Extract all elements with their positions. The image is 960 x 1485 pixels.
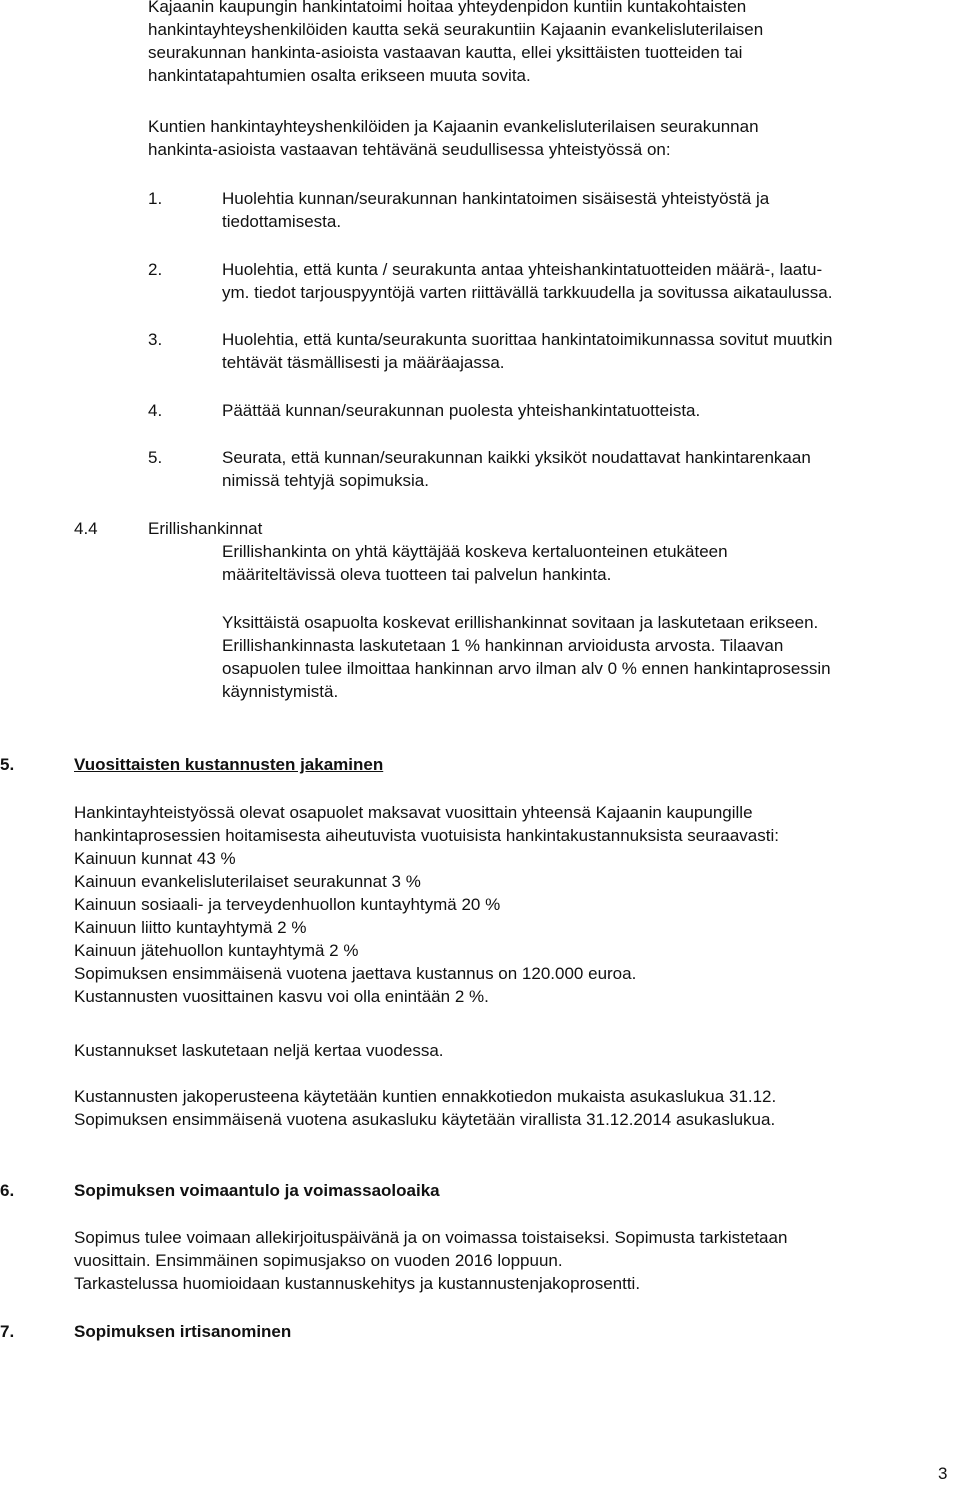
duty-text: nimissä tehtyjä sopimuksia. bbox=[222, 471, 429, 490]
duty-item-1 bbox=[148, 187, 948, 233]
section-6-body bbox=[74, 1226, 787, 1295]
duty-text: ym. tiedot tarjouspyyntöjä varten riittävällä tarkkuudella ja sovitussa aikataulussa. bbox=[222, 283, 833, 302]
paragraph-line: Yksittäistä osapuolta koskevat erillishankinnat sovitaan ja laskutetaan erikseen. bbox=[222, 613, 819, 632]
paragraph-line: Kainuun jätehuollon kuntayhtymä 2 % bbox=[74, 941, 359, 960]
paragraph-line: hankintaprosessien hoitamisesta aiheutuvista vuotuisista hankintakustannuksista seuraavasti: bbox=[74, 826, 779, 845]
section-4-4-para2 bbox=[222, 611, 831, 703]
section-5-body bbox=[74, 801, 779, 1008]
section-7-number: 7. bbox=[0, 1322, 15, 1341]
duty-number: 2. bbox=[148, 260, 163, 279]
paragraph-line: Kainuun sosiaali- ja terveydenhuollon kuntayhtymä 20 % bbox=[74, 895, 501, 914]
section-4-4-para1 bbox=[222, 540, 728, 586]
section-5-basis bbox=[74, 1085, 776, 1131]
duty-item-5 bbox=[148, 446, 948, 492]
section-5-billing bbox=[74, 1039, 444, 1062]
duty-number: 5. bbox=[148, 448, 163, 467]
paragraph-line: vuosittain. Ensimmäinen sopimusjakso on vuoden 2016 loppuun. bbox=[74, 1251, 563, 1270]
section-4-4-number: 4.4 bbox=[74, 519, 98, 538]
section-4-4-title: Erillishankinnat bbox=[148, 519, 263, 538]
paragraph-line: käynnistymistä. bbox=[222, 682, 339, 701]
intro-line: seurakunnan hankinta-asioista vastaavan kautta, ellei yksittäisten tuotteiden tai bbox=[148, 43, 743, 62]
duty-item-3 bbox=[148, 328, 960, 374]
duty-text: Huolehtia, että kunta / seurakunta antaa yhteishankintatuotteiden määrä-, laatu- bbox=[222, 260, 823, 279]
paragraph-line: Sopimuksen ensimmäisenä vuotena jaettava kustannus on 120.000 euroa. bbox=[74, 964, 637, 983]
section-6-number: 6. bbox=[0, 1181, 15, 1200]
duty-text: tiedottamisesta. bbox=[222, 212, 342, 231]
paragraph-line: Kainuun kunnat 43 % bbox=[74, 849, 236, 868]
duty-number: 1. bbox=[148, 189, 163, 208]
paragraph-line: Erillishankinta on yhtä käyttäjää koskeva kertaluonteinen etukäteen bbox=[222, 542, 728, 561]
duty-text: tehtävät täsmällisesti ja määräajassa. bbox=[222, 353, 505, 372]
paragraph-line: Kustannukset laskutetaan neljä kertaa vuodessa. bbox=[74, 1041, 444, 1060]
paragraph-line: Erillishankinnasta laskutetaan 1 % hankinnan arvioidusta arvosta. Tilaavan bbox=[222, 636, 784, 655]
paragraph-line: Kainuun evankelisluterilaiset seurakunnat 3 % bbox=[74, 872, 421, 891]
duties-intro-line: hankinta-asioista vastaavan tehtävänä seudullisessa yhteistyössä on: bbox=[148, 140, 671, 159]
duty-item-4 bbox=[148, 399, 948, 422]
section-5-number: 5. bbox=[0, 755, 15, 774]
paragraph-line: määriteltävissä oleva tuotteen tai palvelun hankinta. bbox=[222, 565, 612, 584]
paragraph-line: Kainuun liitto kuntayhtymä 2 % bbox=[74, 918, 307, 937]
duty-text: Huolehtia, että kunta/seurakunta suorittaa hankintatoimikunnassa sovitut muutkin bbox=[222, 330, 833, 349]
duties-intro-line: Kuntien hankintayhteyshenkilöiden ja Kajaanin evankelisluterilaisen seurakunnan bbox=[148, 117, 759, 136]
intro-line: hankintayhteyshenkilöiden kautta sekä seurakuntiin Kajaanin evankelisluterilaisen bbox=[148, 20, 764, 39]
duty-text: Huolehtia kunnan/seurakunnan hankintatoimen sisäisestä yhteistyöstä ja bbox=[222, 189, 770, 208]
paragraph-line: Kustannusten jakoperusteena käytetään kuntien ennakkotiedon mukaista asukaslukua 31.12. bbox=[74, 1087, 777, 1106]
paragraph-line: Hankintayhteistyössä olevat osapuolet maksavat vuosittain yhteensä Kajaanin kaupungille bbox=[74, 803, 753, 822]
intro-paragraph bbox=[148, 0, 763, 87]
paragraph-line: Kustannusten vuosittainen kasvu voi olla enintään 2 %. bbox=[74, 987, 489, 1006]
section-5-title: Vuosittaisten kustannusten jakaminen bbox=[74, 755, 384, 774]
duty-text: Seurata, että kunnan/seurakunnan kaikki yksiköt noudattavat hankintarenkaan bbox=[222, 448, 811, 467]
duty-item-2 bbox=[148, 258, 960, 304]
intro-line: hankintatapahtumien osalta erikseen muuta sovita. bbox=[148, 66, 531, 85]
duty-number: 3. bbox=[148, 330, 163, 349]
intro-line: Kajaanin kaupungin hankintatoimi hoitaa yhteydenpidon kuntiin kuntakohtaisten bbox=[148, 0, 747, 16]
paragraph-line: osapuolen tulee ilmoittaa hankinnan arvo ilman alv 0 % ennen hankintaprosessin bbox=[222, 659, 831, 678]
duties-intro bbox=[148, 115, 759, 161]
paragraph-line: Sopimus tulee voimaan allekirjoituspäivänä ja on voimassa toistaiseksi. Sopimusta tarkistetaan bbox=[74, 1228, 788, 1247]
page-number: 3 bbox=[938, 1464, 948, 1483]
paragraph-line: Sopimuksen ensimmäisenä vuotena asukasluku käytetään virallista 31.12.2014 asukaslukua. bbox=[74, 1110, 776, 1129]
paragraph-line: Tarkastelussa huomioidaan kustannuskehitys ja kustannustenjakoprosentti. bbox=[74, 1274, 641, 1293]
section-6-title: Sopimuksen voimaantulo ja voimassaoloaika bbox=[74, 1181, 440, 1200]
duty-number: 4. bbox=[148, 401, 163, 420]
section-7-title: Sopimuksen irtisanominen bbox=[74, 1322, 292, 1341]
duty-text: Päättää kunnan/seurakunnan puolesta yhteishankintatuotteista. bbox=[222, 401, 701, 420]
